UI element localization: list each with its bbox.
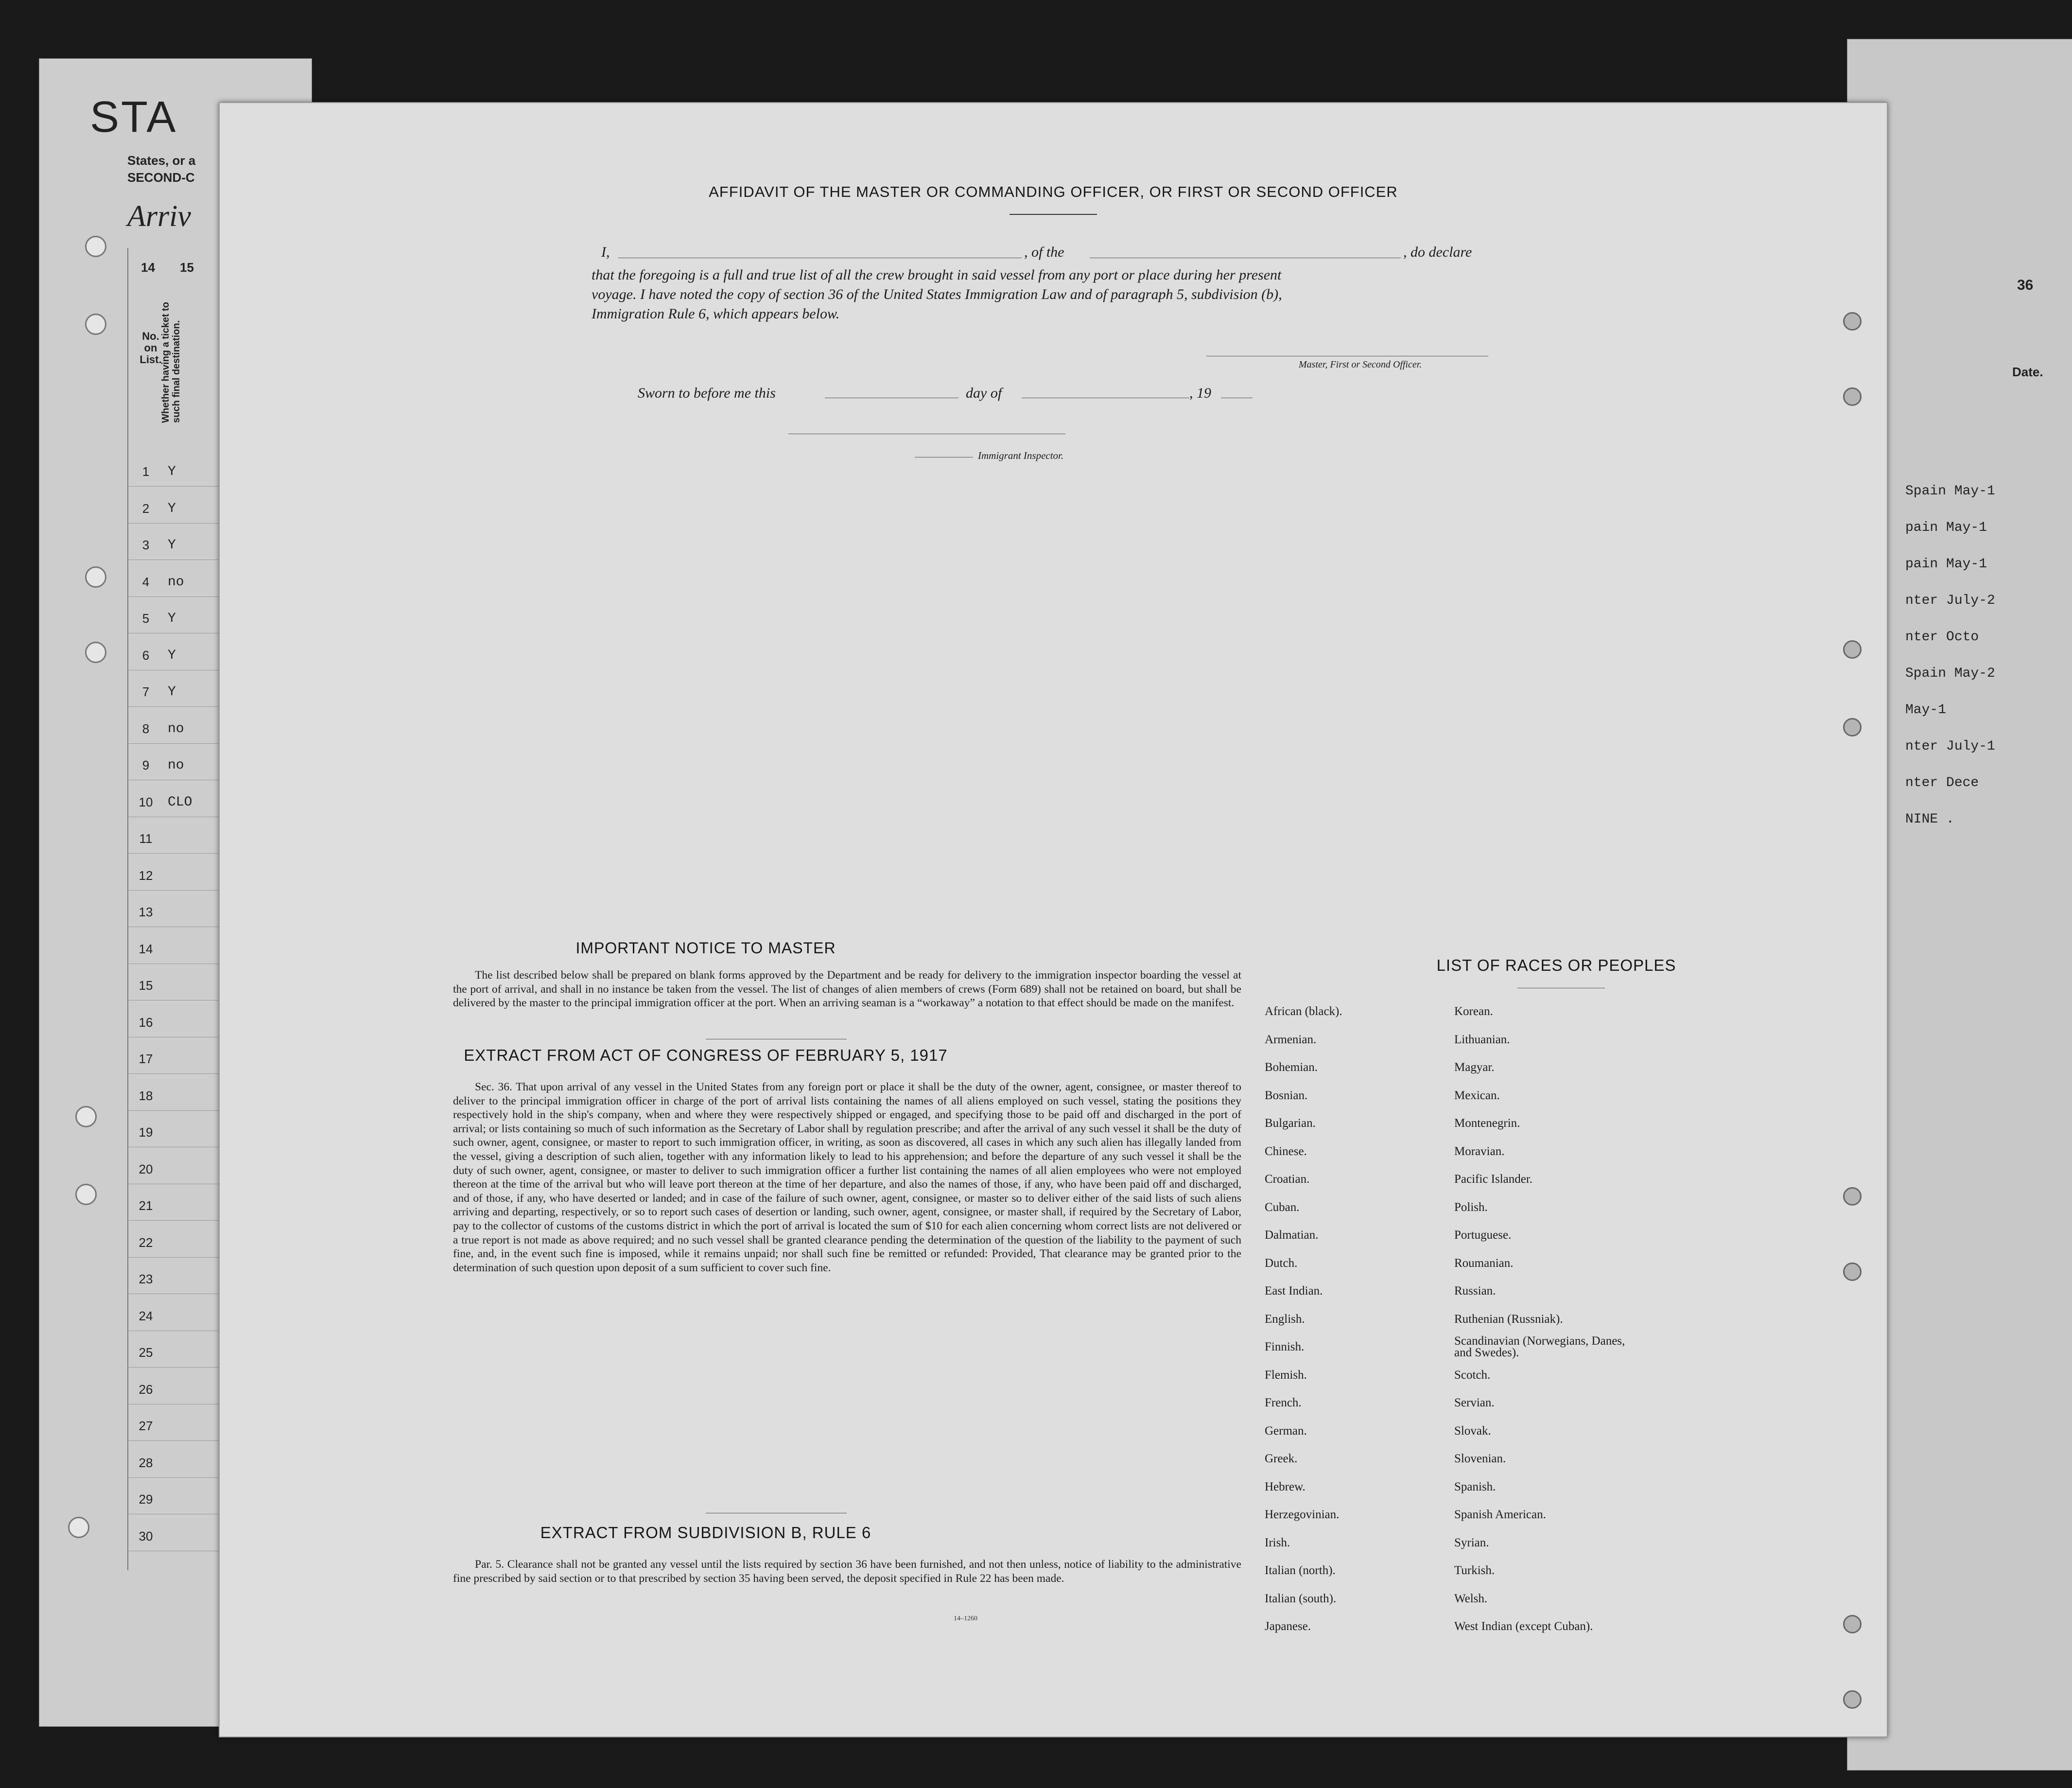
left-row-number: 15	[139, 978, 153, 993]
race-item: Italian (north).	[1265, 1564, 1336, 1577]
race-item: Portuguese.	[1454, 1228, 1512, 1242]
race-item: Slovak.	[1454, 1424, 1491, 1437]
binder-hole	[85, 236, 106, 257]
left-row-number: 18	[139, 1088, 153, 1103]
sheet-hole	[1843, 1690, 1862, 1709]
left-row-number: 6	[142, 648, 150, 663]
left-row-line	[127, 853, 225, 854]
left-row-line	[127, 1110, 225, 1111]
race-item: Servian.	[1454, 1396, 1495, 1409]
race-item: Spanish.	[1454, 1480, 1496, 1493]
race-item: Croatian.	[1265, 1173, 1310, 1186]
affidavit-title: AFFIDAVIT OF THE MASTER OR COMMANDING OFFICER, OR FIRST OR SECOND OFFICER	[709, 183, 1398, 200]
left-sheet-subtitle-1: States, or a	[127, 153, 196, 168]
race-item: French.	[1265, 1396, 1302, 1409]
left-row-number: 14	[139, 941, 153, 956]
right-sheet-entry: nter July-2	[1905, 593, 1995, 608]
race-item: Chinese.	[1265, 1144, 1307, 1158]
left-row-number: 7	[142, 684, 150, 699]
race-item: Irish.	[1265, 1536, 1290, 1549]
binder-hole	[85, 314, 106, 335]
race-item: Japanese.	[1265, 1620, 1311, 1633]
left-ticket-entry: no	[168, 758, 184, 773]
left-row-line	[127, 1220, 225, 1221]
left-row-line	[127, 486, 225, 487]
race-item: Scotch.	[1454, 1368, 1491, 1382]
race-item: English.	[1265, 1312, 1305, 1326]
race-item: Polish.	[1454, 1200, 1488, 1214]
race-item: Mexican.	[1454, 1088, 1500, 1102]
left-ticket-entry: Y	[168, 538, 176, 553]
left-row-line	[127, 523, 225, 524]
left-row-number: 28	[139, 1455, 153, 1470]
year-label: , 19	[1189, 385, 1211, 401]
extract-act-text: Sec. 36. That upon arrival of any vessel in the United States from any foreign port or place it shall be the duty of the owner, agent, consignee, or master thereof to deliver to the principal immigration officer in charge of the port of arrival lists containing the names of all aliens employed on such vessel, stating the positions they respectively hold in the ship's company, when and where they were respectively shipped or engaged, and specifying those to be paid off and discharged in the port of arrival; or lists containing so much of such information as the Secretary of Labor shall by regulation prescribe; and after the arrival of any such vessel it shall be the duty of such owner, agent, consignee, or master to report to such immigration officer, in writing, as soon as discovered, all cases in which any such alien has illegally landed from the vessel, giving a description of such alien, together with any information likely to lead to his apprehension; and before the departure of any such vessel it shall be the duty of such owner, agent, consignee, or master to deliver to such immigration officer a further list containing the names of all alien employees who were not employed thereon at the time of the arrival but who will leave port thereon at the time of her departure, and also the names of those, if any, who have been paid off and discharged, and of those, if any, who have deserted or landed; and in case of the failure of such owner, agent, consignee, or master so to deliver either of the said lists of such aliens arriving and departing, respectively, or so to report such cases of desertion or landing, such owner, agent, consignee, or master shall, if required by the Secretary of Labor, pay to the collector of customs of the customs district in which the port of arrival is located the sum of $10 for each alien concerning whom correct lists are not delivered or a true report is not made as above required; and no such vessel shall be granted clearance pending the determination of the question of the liability to the payment of such fine, and, in the event such fine is imposed, while it remains unpaid; nor shall such fine be remitted or refunded: Provided, That clearance may be granted prior to the determination of such question upon deposit of a sum sufficient to cover such fine.	[453, 1081, 1241, 1274]
left-row-number: 17	[139, 1052, 153, 1066]
left-row-number: 27	[139, 1419, 153, 1433]
left-row-line	[127, 890, 225, 891]
extract-rule-title: EXTRACT FROM SUBDIVISION B, RULE 6	[540, 1524, 871, 1542]
left-sheet-title: STA	[90, 93, 178, 141]
right-sheet-entry: nter July-1	[1905, 739, 1995, 754]
form-number: 14–1260	[954, 1615, 977, 1622]
race-item: Herzegovinian.	[1265, 1508, 1340, 1521]
left-col-no-on-list-header: No. on List.	[139, 330, 162, 366]
affidavit-i-label: I,	[601, 244, 610, 260]
sheet-hole	[1843, 1615, 1862, 1633]
race-item: Russian.	[1454, 1284, 1496, 1297]
left-row-number: 25	[139, 1345, 153, 1360]
binder-hole	[75, 1106, 97, 1127]
sheet-hole	[1843, 312, 1862, 331]
title-rule	[1010, 214, 1097, 215]
left-row-line	[127, 1073, 225, 1074]
right-sheet-entry: pain May-1	[1905, 520, 1987, 535]
race-item: Armenian.	[1265, 1033, 1317, 1046]
race-item: Italian (south).	[1265, 1592, 1337, 1605]
race-item: Korean.	[1454, 1005, 1493, 1018]
race-item: Syrian.	[1454, 1536, 1489, 1549]
race-item: Turkish.	[1454, 1564, 1495, 1577]
left-ticket-entry: Y	[168, 611, 176, 626]
left-row-number: 3	[142, 538, 150, 552]
right-sheet-entry: May-1	[1905, 702, 1947, 718]
affidavit-do-declare-label: , do declare	[1403, 244, 1472, 260]
race-item: Ruthenian (Russniak).	[1454, 1312, 1563, 1326]
left-row-line	[127, 1477, 225, 1478]
left-row-number: 8	[142, 721, 150, 736]
left-row-number: 9	[142, 758, 150, 772]
race-item: Slovenian.	[1454, 1452, 1506, 1465]
sheet-hole	[1843, 387, 1862, 406]
sheet-hole	[1843, 1187, 1862, 1206]
left-row-number: 11	[139, 831, 153, 846]
left-ticket-entry: Y	[168, 501, 176, 516]
right-sheet-entry: NINE .	[1905, 812, 1954, 827]
race-item: Moravian.	[1454, 1144, 1505, 1158]
race-item: Dalmatian.	[1265, 1228, 1319, 1242]
right-sheet-entry: nter Dece	[1905, 775, 1979, 790]
left-row-number: 23	[139, 1272, 153, 1286]
left-row-number: 22	[139, 1235, 153, 1250]
race-item: Bosnian.	[1265, 1088, 1308, 1102]
extract-act-title: EXTRACT FROM ACT OF CONGRESS OF FEBRUARY 5, 1917	[464, 1046, 948, 1064]
race-item: Scandinavian (Norwegians, Danes, and Swedes).	[1454, 1334, 1625, 1359]
left-col-15-header: 15	[180, 260, 194, 275]
left-ticket-entry: no	[168, 721, 184, 736]
race-item: Bulgarian.	[1265, 1117, 1316, 1130]
left-col-14-header: 14	[141, 260, 155, 275]
left-row-number: 21	[139, 1198, 153, 1213]
left-row-number: 13	[139, 905, 153, 919]
race-item: African (black).	[1265, 1005, 1342, 1018]
left-sheet-arrival-label: Arriv	[127, 200, 191, 233]
left-row-line	[127, 596, 225, 597]
day-of-label: day of	[966, 385, 1002, 401]
race-item: Bohemian.	[1265, 1061, 1318, 1074]
left-row-line	[127, 706, 225, 707]
left-row-line	[127, 1257, 225, 1258]
left-row-number: 19	[139, 1125, 153, 1139]
left-row-number: 16	[139, 1015, 153, 1030]
right-sheet-entry: Spain May-1	[1905, 484, 1995, 499]
right-col-36-header: 36	[2017, 277, 2034, 293]
race-item: East Indian.	[1265, 1284, 1323, 1297]
right-sheet-entry: pain May-1	[1905, 557, 1987, 572]
binder-hole	[75, 1184, 97, 1205]
race-item: Hebrew.	[1265, 1480, 1306, 1493]
left-row-number: 10	[139, 794, 153, 809]
races-title: LIST OF RACES OR PEOPLES	[1436, 956, 1676, 974]
left-row-line	[127, 743, 225, 744]
race-item: Cuban.	[1265, 1200, 1300, 1214]
race-item: Greek.	[1265, 1452, 1298, 1465]
affidavit-sheet	[219, 102, 1888, 1737]
binder-hole	[85, 642, 106, 663]
race-item: Pacific Islander.	[1454, 1173, 1533, 1186]
left-row-number: 2	[142, 501, 150, 516]
sheet-hole	[1843, 1262, 1862, 1281]
extract-rule-text: Par. 5. Clearance shall not be granted any vessel until the lists required by section 36 have been furnished, and not then unless, notice of liability to the administrative fine prescribed by said section or to that prescribed by section 35 having been served, the deposit specified in Rule 22 has been made.	[453, 1558, 1241, 1585]
race-item: German.	[1265, 1424, 1307, 1437]
left-row-number: 30	[139, 1528, 153, 1543]
left-row-line	[127, 1440, 225, 1441]
left-row-number: 20	[139, 1161, 153, 1176]
sheet-hole	[1843, 640, 1862, 659]
right-sheet-entry: nter Octo	[1905, 630, 1979, 645]
left-sheet-subtitle-2: SECOND-C	[127, 170, 195, 185]
right-sheet-entry: Spain May-2	[1905, 666, 1995, 681]
left-row-number: 26	[139, 1382, 153, 1397]
left-ticket-entry: Y	[168, 464, 176, 479]
notice-text: The list described below shall be prepared on blank forms approved by the Department and be ready for delivery to the immigration inspector boarding the vessel at the port of arrival, and shall in no instance be taken from the vessel. The list of changes of alien members of crews (Form 689) shall not be retained on board, but shall be delivered by the master to the principal immigration officer at the port. When an arriving seaman is a “workaway” a notation to that effect should be made on the manifest.	[453, 969, 1241, 1010]
left-row-number: 29	[139, 1492, 153, 1507]
affidavit-of-the-label: , of the	[1024, 244, 1064, 260]
race-item: Lithuanian.	[1454, 1033, 1510, 1046]
race-item: Roumanian.	[1454, 1256, 1514, 1270]
notice-title: IMPORTANT NOTICE TO MASTER	[575, 939, 836, 957]
left-ticket-entry: no	[168, 574, 184, 590]
affidavit-paragraph-line-3: Immigration Rule 6, which appears below.	[592, 306, 840, 322]
race-item: Magyar.	[1454, 1061, 1495, 1074]
left-ticket-entry: Y	[168, 684, 176, 700]
race-item: Spanish American.	[1454, 1508, 1546, 1521]
race-item: Finnish.	[1265, 1340, 1305, 1353]
binder-hole	[68, 1517, 89, 1538]
left-row-number: 4	[142, 574, 150, 589]
left-ticket-entry: CLO	[168, 794, 192, 810]
master-signature-label: Master, First or Second Officer.	[1299, 359, 1422, 370]
left-ticket-entry: Y	[168, 648, 176, 663]
race-item: Montenegrin.	[1454, 1117, 1520, 1130]
inspector-label: Immigrant Inspector.	[978, 450, 1064, 461]
race-item: Welsh.	[1454, 1592, 1488, 1605]
race-item: Flemish.	[1265, 1368, 1307, 1382]
race-item: Dutch.	[1265, 1256, 1298, 1270]
left-row-number: 1	[142, 464, 150, 479]
sheet-hole	[1843, 718, 1862, 736]
left-row-number: 5	[142, 611, 150, 626]
left-row-number: 12	[139, 868, 153, 883]
race-item: West Indian (except Cuban).	[1454, 1620, 1593, 1633]
binder-hole	[85, 566, 106, 588]
right-date-header: Date.	[2012, 365, 2043, 379]
sworn-label: Sworn to before me this	[638, 385, 776, 401]
left-col-ticket-header: Whether having a ticket to such final destination.	[160, 302, 182, 423]
left-row-number: 24	[139, 1308, 153, 1323]
affidavit-paragraph-line-1: that the foregoing is a full and true list of all the crew brought in said vessel from any port or place during her present	[592, 267, 1282, 283]
affidavit-paragraph-line-2: voyage. I have noted the copy of section 36 of the United States Immigration Law and of paragraph 5, subdivision (b),	[592, 286, 1282, 302]
